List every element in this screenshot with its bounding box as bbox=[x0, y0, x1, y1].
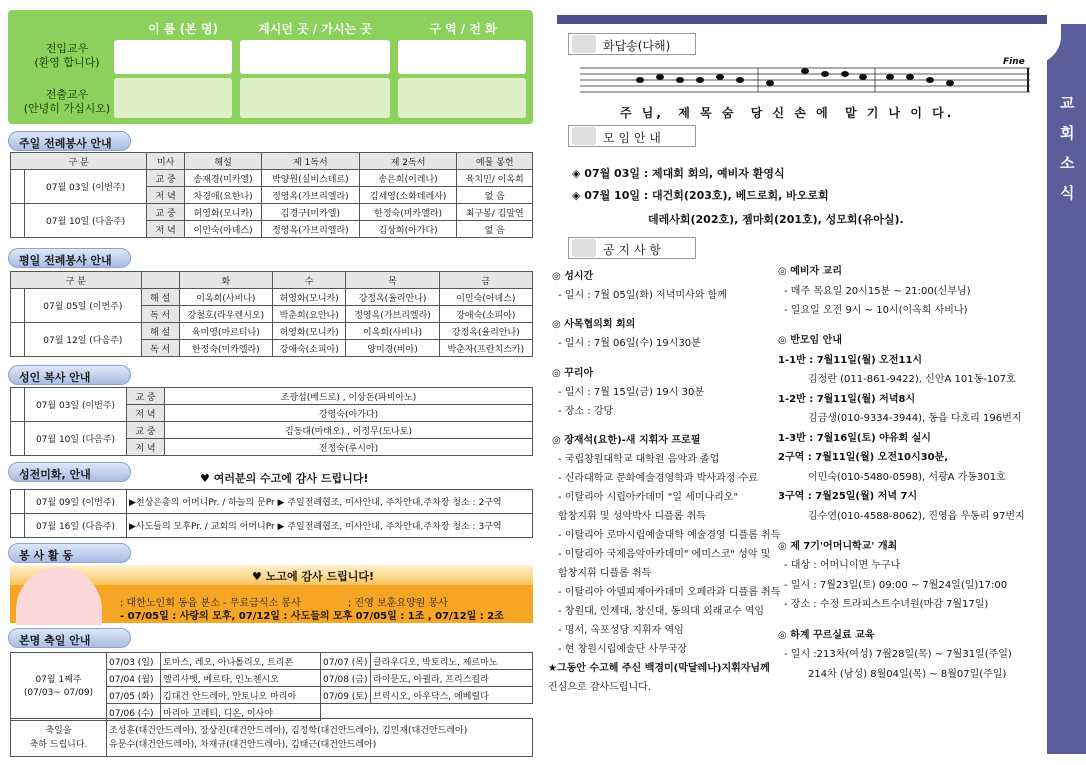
sunday-table: 구 분 미사 해설 제 1독서 제 2독서 예물 봉헌 07월 03일 (이번주) 교 중 송재경(미카엘) 박양원(실비스테르) 송은희(이레나) 육치민/ 이옥희 저 녁 차경애(요한나) 정영옥(가브리엘라) 김세영(소화데레사) 없 음 07월 10일 (다음주) 교 중 허영화(모니카) 김경구(미카엘) 한정숙(미카엘라) 최구봉/ 김말연 저 녁 이민숙(아녜스) 정영옥(가브리엘라) 김상희(아가다) 없 음 bbox=[10, 152, 533, 238]
weekday-table: 구 분 화 수 목 금 07월 05일 (이번주) 해 설 이옥희(사비나) 허영화(모니카) 강정옥(율리안나) 이민숙(아녜스) 독 서 강철호(라우렌시오) 박춘희(요안나) 정영옥(가브리엘라) 강애숙(소피아) 07월 12일 (다음주) 해 설 육미영(마르티나) 허영화(모니카) 이옥희(사비나) 강정옥(율리안나) 독 서 한정숙(미카엘라) 강애숙(소피아) 양미경(비아) 박춘자(프란치스카) bbox=[10, 271, 533, 357]
notice-line: - 일시 :213차(여성) 7월28일(목) ~ 7월31일(주일) bbox=[784, 649, 1012, 661]
notice-line: ◎ 예비자 교리 bbox=[778, 266, 842, 277]
notice-line: 김금생(010-9334-3944), 동읍 다호리 196번지 bbox=[808, 413, 1022, 425]
col-area-header: 구 역 / 전 화 bbox=[429, 22, 497, 36]
service-right-1: ; 진영 보훈요양원 봉사 bbox=[348, 598, 448, 609]
adult-section-title: 성인 복사 안내 bbox=[8, 365, 131, 385]
service-right-2: - 07/05일 : 1조 , 07/12일 : 2조 bbox=[348, 611, 504, 622]
service-left-1: ; 대한노인회 동읍 분소 - 무료급식소 봉사 bbox=[120, 598, 301, 609]
col-name-header: 이 름 (본 명) bbox=[148, 22, 218, 36]
in-name-cell bbox=[114, 40, 232, 74]
notice-line: ★그동안 수고해 주신 백경미(막달레나)지휘자님께 bbox=[548, 663, 770, 675]
notice-line: 이민숙(010-5480-0598), 서광A 가동301호 bbox=[808, 471, 1006, 483]
notice-line: - 이탈리아 로마시립예술대학 예술경영 디플롬 취득 bbox=[558, 530, 781, 542]
notice-line: 2구역 : 7월11일(월) 오전10시30분, bbox=[778, 452, 948, 464]
sidebar-char: 회 bbox=[1060, 124, 1075, 142]
notice-line: - 명서, 옥포성당 지휘자 역임 bbox=[558, 625, 684, 637]
sunday-section-title: 주일 전례봉사 안내 bbox=[8, 131, 131, 151]
col-place-header: 계시던 곳 / 가시는 곳 bbox=[258, 22, 372, 36]
notice-line: - 장소 : 강당 bbox=[558, 405, 614, 417]
transfer-in-label: 전입교우 (환영 합니다) bbox=[22, 42, 112, 70]
notice-line: 김수연(010-4588-8062), 진영읍 우동리 97번지 bbox=[808, 510, 1025, 522]
notice-header: 공 지 사 항 bbox=[568, 237, 696, 259]
notice-line: 1-1반 : 7월11일(월) 오전11시 bbox=[778, 354, 923, 366]
notice-line: - 국립창원대학교 대학원 음악과 졸업 bbox=[558, 454, 720, 466]
hymn-header: 화답송(다해) bbox=[568, 33, 696, 55]
megaphone-icon bbox=[572, 239, 596, 257]
notice-line: ◎ 하계 꾸르실료 교육 bbox=[778, 629, 875, 641]
in-area-cell bbox=[398, 40, 526, 74]
notice-line: - 일시 : 7월 06일(수) 19시30분 bbox=[558, 338, 701, 350]
meeting-header: 모 임 안 내 bbox=[568, 125, 696, 147]
feast-congrats-table: 축일을 축하 드립니다. 조성훈(대건안드레아), 장상진(대건안드레아), 김정학(대건안드레아), 김민재(대건안드레아) 유문수(대건안드레아), 차재규(대건안드레아), 김태근(대건안드레아) bbox=[10, 718, 533, 757]
notice-line: 214차 (남성) 8월04일(목) ~ 8월07일(주일) bbox=[808, 668, 1007, 680]
notice-line: ◎ 장재석(요한)-새 지휘자 프로필 bbox=[552, 435, 701, 447]
note-icon bbox=[572, 35, 596, 53]
notice-line: ◎ 꾸리아 bbox=[552, 367, 594, 379]
notice-line: - 대상 : 어머니이면 누구나 bbox=[784, 560, 901, 572]
notice-line: ◎ 사목협의회 회의 bbox=[552, 319, 636, 331]
service-thanks: ♥ 노고에 감사 드립니다! bbox=[252, 570, 374, 583]
sidebar-char: 소 bbox=[1060, 154, 1075, 172]
hymn-lyric: 주 님, 제 목 숨 당 신 손 에 맡 기 나 이 다. bbox=[620, 106, 955, 120]
beauty-table: 07월 09일 (이번주) ▶천상은총의 어머니Pr. / 하늘의 문Pr ▶ 주일전례협조, 미사안내, 주차안내,주차장 청소 : 2구역 07월 16일 (다음주) ▶사도들의 모후Pr. / 교회의 어머니Pr ▶ 주일전례협조, 미사안내, 주차안내,주차장 청소 : 3구역 bbox=[10, 489, 533, 538]
notice-line: - 일시 : 7월 05일(화) 저녁미사와 함께 bbox=[558, 290, 727, 301]
meeting-line-3: 데레사회(202호), 젬마회(201호), 성모회(유아실). bbox=[648, 213, 904, 226]
notice-line: 3구역 : 7월25일(월) 저녁 7시 bbox=[778, 491, 918, 503]
feast-section-title: 본명 축일 안내 bbox=[8, 628, 131, 648]
notice-line: 합창지휘 디플롬 취득 bbox=[558, 568, 652, 580]
in-place-cell bbox=[240, 40, 390, 74]
feast-table: 07월 1째주 (07/03~ 07/09) 07/03 (일) 토마스, 레오, 아나톨리오, 트리폰 07/07 (목) 클라우디오, 박토리노, 제르마노 07/04 (월) 엘리사벳, 베르타, 인노첸시오 07/08 (금) 라이문도, 아퀼라, 프리스킬라 07/05 (화) 김대건 안드레아, 안토니오 마리아 07/09 (토) 브릭시오, 아우닥스, 에베릴다 07/06 (수) 마리아 고레티, 디온, 이사야 bbox=[10, 652, 533, 721]
transfer-out-label: 전출교우 (안녕히 가십시오) bbox=[23, 88, 111, 115]
header-bar bbox=[557, 15, 1047, 24]
notice-line: 김정란 (011-861-9422), 신안A 101동-107호 bbox=[808, 374, 1016, 386]
notice-line: 진심으로 감사드립니다. bbox=[548, 682, 651, 694]
notice-line: - 일요일 오전 9시 ~ 10시(이옥희 사비나) bbox=[784, 305, 968, 316]
notice-line: ◎ 반모임 안내 bbox=[778, 335, 842, 347]
notice-line: - 창원대, 인제대, 창신대, 동의대 외래교수 역임 bbox=[558, 606, 765, 618]
notice-line: - 이탈리아 국제음악아카데미" 에미스코" 성악 및 bbox=[558, 549, 771, 561]
out-area-cell bbox=[398, 78, 526, 118]
sidebar-char: 식 bbox=[1060, 184, 1075, 202]
notice-line: 합창지휘 및 성악박사 디플롬 취득 bbox=[558, 511, 706, 523]
music-staff bbox=[580, 58, 1030, 98]
notice-line: 1-2반 : 7월11일(월) 저녁8시 bbox=[778, 393, 916, 405]
out-name-cell bbox=[114, 78, 232, 118]
notice-line: - 이탈리아 아델피제아카데미 오페라과 디플롬 취득 bbox=[558, 587, 781, 599]
notice-line: - 일시 : 7월23일(토) 09:00 ~ 7월24일(일)17:00 bbox=[784, 579, 1008, 591]
meeting-line-2: ◈ 07월 10일 : 대건회(203호), 베드로회, 바오로회 bbox=[572, 189, 829, 202]
notice-line: ◎ 성시간 bbox=[552, 271, 594, 282]
notice-line: ◎ 제 7기'어머니학교' 개최 bbox=[778, 540, 898, 552]
meeting-line-1: ◈ 07월 03일 : 제대회 회의, 예비자 환영식 bbox=[572, 167, 785, 180]
adult-table: 07월 03일 (이번주) 교 중 조광섭(베드로) , 이상돈(파비아노) 저 녁 강영숙(아가다) 07월 10일 (다음주) 교 중 김동대(마태오) , 이정무(도나토) 저 녁 전정숙(루시아) bbox=[10, 387, 533, 456]
fine-mark: Fine bbox=[1003, 57, 1025, 67]
notice-line: - 신라대학교 문화예술경영학과 박사과정 수료 bbox=[558, 473, 758, 485]
notice-line: - 현 창원시립예술단 사무국장 bbox=[558, 644, 688, 656]
sidebar-char: 교 bbox=[1060, 94, 1075, 112]
service-left-2: - 07/05일 : 사랑의 모후, 07/12일 : 사도들의 모후 bbox=[120, 611, 353, 622]
people-icon bbox=[572, 127, 596, 145]
weekday-section-title: 평일 전례봉사 안내 bbox=[8, 248, 131, 268]
out-place-cell bbox=[240, 78, 390, 118]
transfer-box bbox=[8, 10, 533, 124]
notice-line: - 일시 : 7월 15일(금) 19시 30분 bbox=[558, 386, 705, 398]
beauty-section-title: 성전미화, 안내 bbox=[8, 462, 131, 482]
notice-line: - 매주 목요일 20시15분 ~ 21:00(신부님) bbox=[784, 285, 971, 297]
notice-line: - 장소 : 수정 트라피스트수녀원(마감 7월17일) bbox=[784, 599, 989, 611]
notice-line: 1-3반 : 7월16일(토) 야유회 실시 bbox=[778, 432, 931, 444]
notice-line: - 이탈리아 시립아카데미 "일 세미나리오" bbox=[558, 492, 739, 504]
beauty-thanks: ♥ 여러분의 수고에 감사 드립니다! bbox=[200, 472, 369, 485]
service-section-title: 봉 사 활 동 bbox=[8, 543, 131, 563]
